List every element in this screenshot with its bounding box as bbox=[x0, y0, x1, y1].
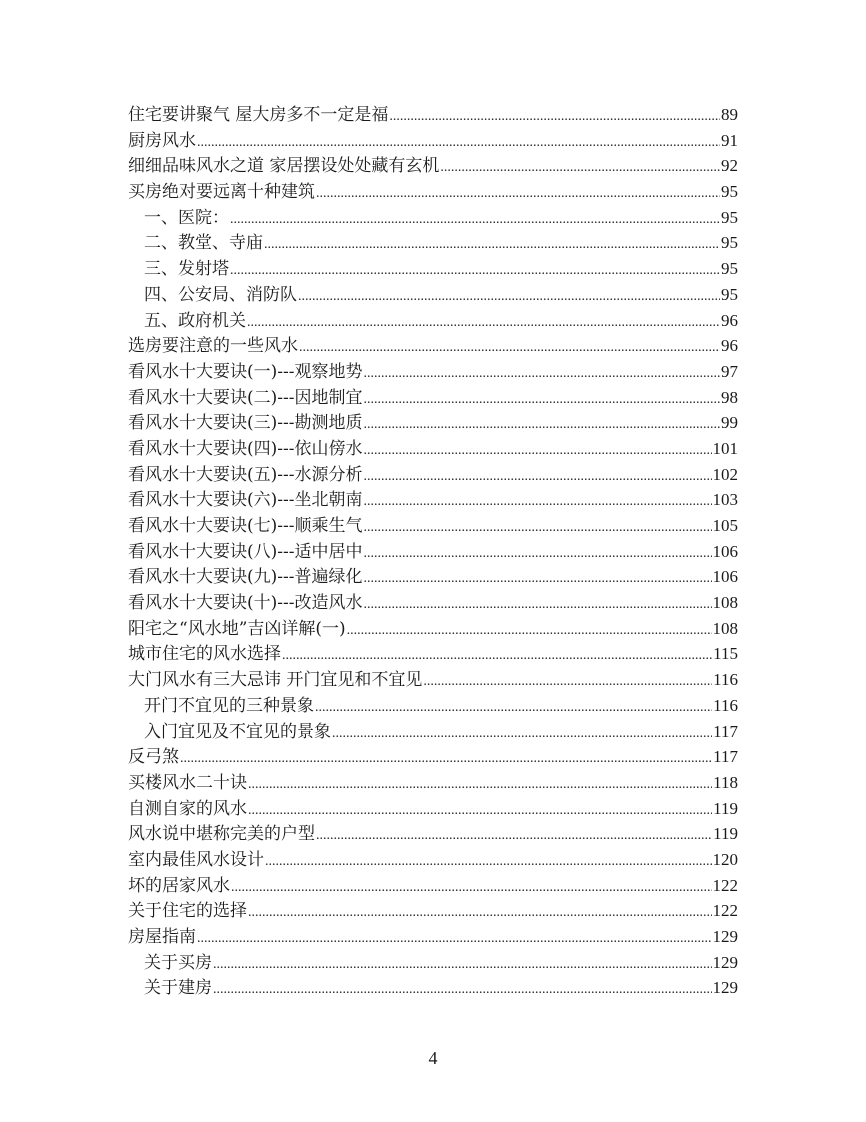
toc-entry[interactable] bbox=[128, 462, 738, 488]
toc-dot-leader bbox=[364, 386, 721, 413]
toc-entry-title: 入门宜见及不宜见的景象 bbox=[144, 721, 331, 742]
toc-entry-title: 三、发射塔 bbox=[144, 259, 229, 280]
toc-entry[interactable] bbox=[128, 847, 738, 873]
toc-dot-leader bbox=[389, 103, 720, 130]
toc-entry-page: 106 bbox=[712, 567, 738, 587]
toc-entry-title: 阳宅之“风水地”吉凶详解(一) bbox=[128, 618, 346, 639]
toc-dot-leader bbox=[298, 283, 720, 310]
toc-entry[interactable] bbox=[128, 564, 738, 590]
toc-entry[interactable] bbox=[128, 436, 738, 462]
toc-entry-title: 选房要注意的一些风水 bbox=[128, 336, 298, 357]
toc-dot-leader bbox=[423, 668, 712, 695]
toc-entry[interactable] bbox=[128, 719, 738, 745]
toc-entry[interactable] bbox=[128, 616, 738, 642]
toc-dot-leader bbox=[440, 154, 720, 181]
toc-dot-leader bbox=[230, 206, 720, 233]
toc-entry[interactable] bbox=[128, 898, 738, 924]
toc-entry[interactable] bbox=[128, 873, 738, 899]
toc-entry-page: 89 bbox=[721, 105, 738, 124]
toc-entry[interactable] bbox=[128, 950, 738, 976]
toc-entry-title: 四、公安局、消防队 bbox=[144, 284, 297, 305]
toc-entry-title: 城市住宅的风水选择 bbox=[128, 644, 281, 665]
toc-entry-page: 95 bbox=[721, 259, 738, 279]
toc-dot-leader bbox=[332, 720, 712, 747]
toc-dot-leader bbox=[231, 874, 712, 901]
toc-entry-page: 120 bbox=[712, 849, 738, 869]
toc-dot-leader bbox=[265, 848, 712, 875]
toc-entry-page: 117 bbox=[713, 721, 738, 741]
toc-entry-page: 116 bbox=[713, 695, 738, 715]
toc-entry-page: 95 bbox=[721, 207, 738, 227]
toc-entry[interactable] bbox=[128, 153, 738, 179]
toc-dot-leader bbox=[315, 694, 712, 721]
toc-entry-page: 103 bbox=[712, 490, 738, 510]
toc-dot-leader bbox=[364, 411, 721, 438]
toc-entry-title: 看风水十大要诀(二)---因地制宜 bbox=[128, 387, 363, 408]
toc-entry-title: 室内最佳风水设计 bbox=[128, 849, 264, 870]
toc-entry[interactable] bbox=[128, 410, 738, 436]
toc-entry-title: 看风水十大要诀(八)---适中居中 bbox=[128, 541, 363, 562]
toc-entry-page: 98 bbox=[721, 387, 738, 407]
toc-entry-title: 看风水十大要诀(六)---坐北朝南 bbox=[128, 490, 363, 511]
toc-dot-leader bbox=[364, 591, 712, 618]
toc-entry[interactable] bbox=[128, 256, 738, 282]
toc-entry-title: 看风水十大要诀(七)---顺乘生气 bbox=[128, 516, 363, 536]
toc-entry[interactable] bbox=[128, 796, 738, 822]
toc-entry-page: 129 bbox=[712, 927, 738, 946]
toc-dot-leader bbox=[316, 822, 712, 849]
toc-entry[interactable] bbox=[128, 128, 738, 154]
toc-entry-page: 129 bbox=[712, 952, 738, 972]
toc-entry-page: 129 bbox=[712, 978, 738, 998]
toc-entry-title: 大门风水有三大忌讳 开门宜见和不宜见 bbox=[128, 670, 423, 691]
toc-entry-page: 122 bbox=[712, 901, 738, 921]
toc-dot-leader bbox=[299, 334, 720, 361]
toc-dot-leader bbox=[364, 437, 712, 464]
toc-entry-page: 102 bbox=[712, 464, 738, 484]
toc-entry[interactable] bbox=[128, 308, 738, 334]
toc-entry-page: 119 bbox=[713, 824, 738, 844]
toc-entry-page: 101 bbox=[712, 438, 738, 458]
toc-dot-leader bbox=[197, 925, 712, 952]
page-number: 4 bbox=[428, 1048, 438, 1068]
toc-entry-page: 122 bbox=[712, 875, 738, 895]
toc-dot-leader bbox=[248, 771, 712, 798]
toc-dot-leader bbox=[248, 797, 712, 824]
toc-entry-title: 看风水十大要诀(三)---勘测地质 bbox=[128, 413, 363, 434]
table-of-contents bbox=[128, 102, 738, 1001]
toc-entry[interactable] bbox=[128, 205, 738, 231]
toc-entry-page: 96 bbox=[721, 336, 738, 356]
toc-dot-leader bbox=[180, 745, 712, 772]
toc-entry[interactable] bbox=[128, 975, 738, 1001]
toc-entry[interactable] bbox=[128, 641, 738, 667]
toc-entry-title: 二、教堂、寺庙 bbox=[144, 233, 263, 254]
toc-dot-leader bbox=[364, 514, 712, 541]
toc-entry[interactable] bbox=[128, 821, 738, 847]
toc-dot-leader bbox=[364, 540, 712, 567]
toc-entry-page: 116 bbox=[713, 670, 738, 690]
toc-dot-leader bbox=[197, 129, 720, 156]
toc-entry[interactable] bbox=[128, 385, 738, 411]
toc-entry-title: 住宅要讲聚气 屋大房多不一定是福 bbox=[128, 105, 389, 125]
toc-entry-title: 关于买房 bbox=[144, 952, 212, 973]
toc-entry-title: 看风水十大要诀(五)---水源分析 bbox=[128, 464, 363, 485]
toc-entry[interactable] bbox=[128, 513, 738, 539]
toc-dot-leader bbox=[364, 565, 712, 592]
toc-dot-leader bbox=[347, 617, 712, 644]
toc-entry[interactable] bbox=[128, 590, 738, 616]
toc-entry-page: 92 bbox=[721, 156, 738, 176]
toc-entry-page: 117 bbox=[713, 747, 738, 767]
toc-entry-title: 关于住宅的选择 bbox=[128, 901, 247, 922]
toc-entry-title: 看风水十大要诀(一)---观察地势 bbox=[128, 361, 363, 382]
toc-entry-page: 96 bbox=[721, 310, 738, 330]
toc-entry-page: 91 bbox=[721, 130, 738, 150]
toc-dot-leader bbox=[264, 231, 720, 258]
toc-entry[interactable] bbox=[128, 102, 738, 128]
toc-entry[interactable] bbox=[128, 179, 738, 205]
toc-entry-page: 97 bbox=[721, 361, 738, 381]
toc-entry-page: 119 bbox=[713, 798, 738, 818]
toc-entry-title: 看风水十大要诀(四)---依山傍水 bbox=[128, 438, 363, 459]
toc-entry-page: 108 bbox=[712, 593, 738, 613]
toc-dot-leader bbox=[364, 463, 712, 490]
toc-entry[interactable] bbox=[128, 359, 738, 385]
toc-entry-page: 95 bbox=[721, 284, 738, 304]
toc-entry-page: 115 bbox=[713, 644, 738, 664]
toc-entry-title: 买楼风水二十诀 bbox=[128, 772, 247, 793]
toc-dot-leader bbox=[213, 951, 712, 978]
toc-entry-title: 房屋指南 bbox=[128, 927, 196, 947]
toc-dot-leader bbox=[364, 360, 721, 387]
toc-entry-page: 106 bbox=[712, 541, 738, 561]
toc-dot-leader bbox=[247, 309, 720, 336]
toc-entry[interactable] bbox=[128, 693, 738, 719]
toc-dot-leader bbox=[230, 257, 720, 284]
toc-entry-title: 看风水十大要诀(十)---改造风水 bbox=[128, 593, 363, 614]
toc-entry[interactable] bbox=[128, 282, 738, 308]
toc-dot-leader bbox=[282, 642, 712, 669]
toc-entry-page: 105 bbox=[712, 516, 738, 535]
toc-entry[interactable] bbox=[128, 539, 738, 565]
toc-entry-title: 坏的居家风水 bbox=[128, 875, 230, 896]
toc-dot-leader bbox=[248, 899, 712, 926]
toc-entry-title: 一、医院： bbox=[144, 207, 229, 228]
toc-entry[interactable] bbox=[128, 924, 738, 950]
toc-dot-leader bbox=[316, 180, 720, 207]
toc-entry-page: 95 bbox=[721, 182, 738, 202]
toc-entry-page: 99 bbox=[721, 413, 738, 433]
toc-entry-title: 细细品味风水之道 家居摆设处处藏有玄机 bbox=[128, 156, 440, 177]
toc-entry[interactable] bbox=[128, 230, 738, 256]
toc-entry-title: 风水说中堪称完美的户型 bbox=[128, 824, 315, 845]
toc-dot-leader bbox=[364, 488, 712, 515]
toc-entry-page: 95 bbox=[721, 233, 738, 253]
toc-entry[interactable] bbox=[128, 667, 738, 693]
toc-dot-leader bbox=[213, 976, 712, 1003]
toc-entry-title: 开门不宜见的三种景象 bbox=[144, 695, 314, 716]
toc-entry-page: 118 bbox=[713, 772, 738, 792]
toc-entry-title: 关于建房 bbox=[144, 978, 212, 999]
toc-entry[interactable] bbox=[128, 770, 738, 796]
toc-entry-title: 自测自家的风水 bbox=[128, 798, 247, 819]
toc-entry-title: 看风水十大要诀(九)---普遍绿化 bbox=[128, 567, 363, 588]
toc-entry[interactable] bbox=[128, 487, 738, 513]
toc-entry[interactable] bbox=[128, 744, 738, 770]
toc-entry-title: 买房绝对要远离十种建筑 bbox=[128, 182, 315, 203]
toc-entry-title: 反弓煞 bbox=[128, 747, 179, 768]
toc-entry-title: 五、政府机关 bbox=[144, 310, 246, 331]
toc-entry-title: 厨房风水 bbox=[128, 130, 196, 151]
toc-entry-page: 108 bbox=[712, 618, 738, 638]
toc-entry[interactable] bbox=[128, 333, 738, 359]
